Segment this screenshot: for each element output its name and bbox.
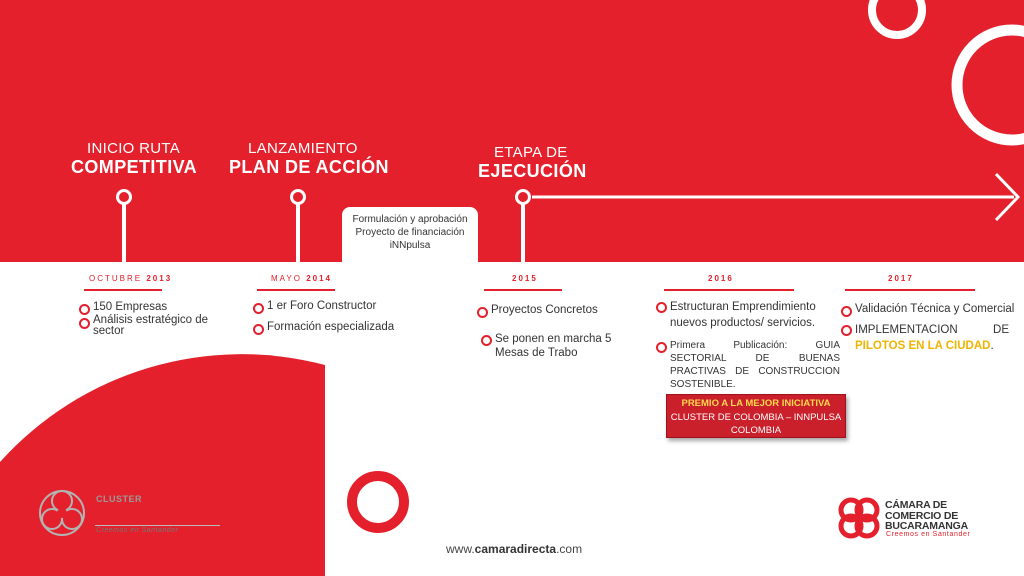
phase-small: LANZAMIENTO [248,140,358,157]
phase-lanzamiento [229,140,408,177]
phase-small: ETAPA DE [494,144,568,161]
financing-note: Formulación y aprobación Proyecto de financiación iNNpulsa [342,207,478,262]
list-item: Primera Publicación: GUIA SECTORIAL DE BUENAS PRACTIVAS DE CONSTRUCCION SOSTENIBLE. [656,339,840,391]
year-number: 2013 [146,274,173,283]
year-number: 2015 [512,274,538,283]
footer-url[interactable] [446,542,582,556]
marker-2013 [116,189,132,205]
phase-ejecucion [478,144,614,181]
award-subtitle: CLUSTER DE COLOMBIA – INNPULSA COLOMBIA [670,411,842,436]
url-prefix: www. [446,542,475,556]
list-item: Formación especializada [253,321,394,334]
year-2015 [512,274,538,283]
phase-big: COMPETITIVA [71,156,198,177]
item-text: DE [993,324,1009,336]
year-number: 2016 [708,274,734,283]
camara-line: BUCARAMANGA [885,520,968,532]
list-item: Se ponen en marcha 5 Mesas de Trabo [481,332,621,360]
right-ring [957,30,1024,140]
top-ring [872,0,922,35]
camara-tagline: Creemos en Santander [886,531,971,538]
camara-line: CÁMARA DE [885,499,947,511]
year-underline [257,289,335,291]
list-item: Análisis estratégico de sector [79,315,209,337]
list-item [841,322,1009,354]
logo-divider [95,525,220,526]
phase-inicio [71,140,215,177]
stem-2013 [122,204,126,262]
url-suffix: .com [556,542,583,556]
url-domain: camaradirecta [474,542,557,556]
camara-name [885,500,968,532]
year-2017 [888,274,914,283]
year-underline [484,289,562,291]
year-underline [845,289,975,291]
year-number: 2014 [306,274,332,283]
bottom-ring [352,476,404,528]
list-item: Proyectos Concretos [477,304,598,317]
marker-2014 [290,189,306,205]
list-item: 1 er Foro Constructor [253,300,376,313]
year-2016 [708,274,734,283]
cluster-tagline: Creemos en Santander [96,527,179,534]
item-text: . [990,340,994,352]
marker-2015 [515,189,531,205]
highlight-text: PILOTOS EN LA CIUDAD [855,340,991,352]
phase-small: INICIO RUTA [87,140,181,157]
camara-line: COMERCIO DE [885,509,959,522]
award-badge [666,394,846,438]
year-prefix: OCTUBRE [89,274,143,283]
list-item: 150 Empresas [79,301,167,314]
item-text: IMPLEMENTACION [855,324,958,336]
stem-2014 [296,204,300,262]
year-2014 [271,274,332,283]
cluster-name: Construcción [94,502,217,524]
list-item: Validación Técnica y Comercial [841,303,1014,316]
year-prefix: MAYO [271,274,302,283]
cluster-logo-icon [36,487,88,539]
award-title: PREMIO A LA MEJOR INICIATIVA [681,398,831,409]
year-number: 2017 [888,274,914,283]
stem-2015 [521,204,525,262]
year-2013 [89,274,172,283]
cluster-label: CLUSTER [96,494,142,504]
camara-logo-icon [836,495,882,541]
phase-big: PLAN DE ACCIÓN [229,156,389,177]
list-item: Estructuran Emprendimiento nuevos productos/ servicios. [656,299,838,331]
year-underline [84,289,162,291]
year-underline [664,289,794,291]
phase-big: EJECUCIÓN [478,160,587,181]
bottom-arc [0,354,325,576]
